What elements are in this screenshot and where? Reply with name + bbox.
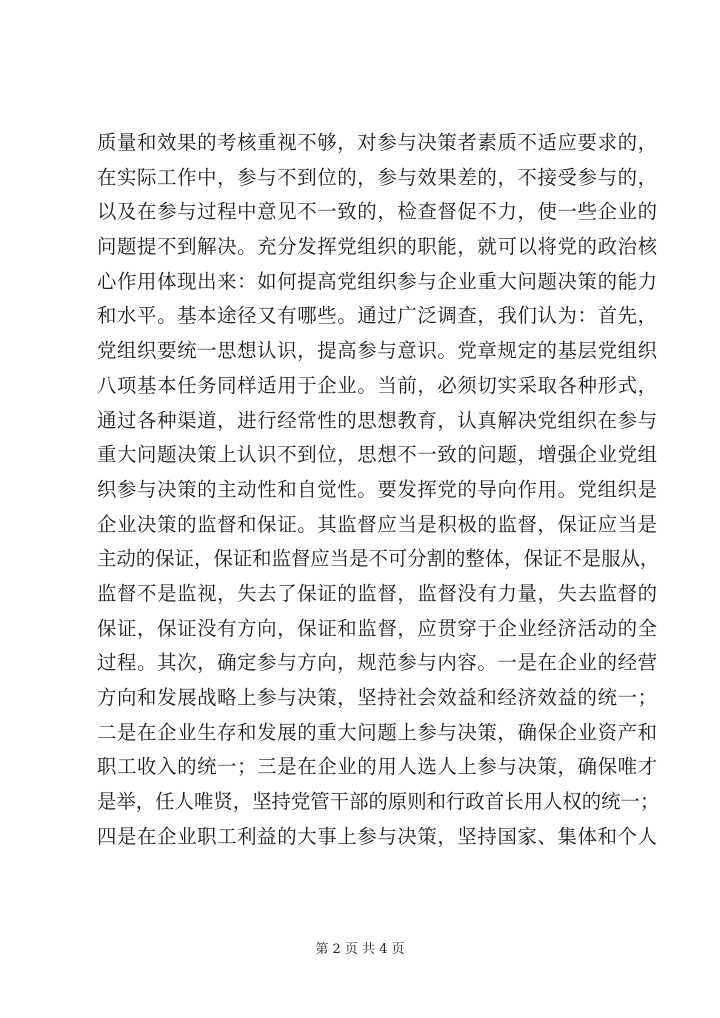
page-number: 第 2 页 共 4 页 — [315, 942, 405, 957]
body-text — [97, 126, 660, 854]
text-line-20: 是举，任人唯贤，坚持党管干部的原则和行政首长用人权的统一； — [97, 790, 660, 814]
text-line-10: 重大问题决策上认识不到位，思想不一致的问题，增强企业党组 — [97, 443, 657, 467]
text-line-5: 心作用体现出来：如何提高党组织参与企业重大问题决策的能力 — [97, 269, 657, 293]
page-footer — [0, 938, 720, 957]
text-line-1: 质量和效果的考核重视不够，对参与决策者素质不适应要求的， — [97, 131, 657, 154]
text-line-17: 方向和发展战略上参与决策，坚持社会效益和经济效益的统一； — [97, 686, 657, 709]
text-line-14: 监督不是监视，失去了保证的监督，监督没有力量，失去监督的 — [97, 581, 657, 605]
text-line-21: 四是在企业职工利益的大事上参与决策，坚持国家、集体和个人 — [97, 824, 657, 848]
text-line-18: 二是在企业生存和发展的重大问题上参与决策，确保企业资产和 — [97, 720, 657, 744]
text-line-16: 过程。其次，确定参与方向，规范参与内容。一是在企业的经营 — [97, 651, 657, 675]
text-line-9: 通过各种渠道，进行经常性的思想教育，认真解决党组织在参与 — [97, 408, 657, 432]
text-line-3: 以及在参与过程中意见不一致的，检查督促不力，使一些企业的 — [97, 200, 657, 224]
text-line-2: 在实际工作中，参与不到位的，参与效果差的，不接受参与的， — [97, 165, 657, 189]
text-line-8: 八项基本任务同样适用于企业。当前，必须切实采取各种形式， — [97, 373, 657, 397]
text-line-4: 问题提不到解决。充分发挥党组织的职能，就可以将党的政治核 — [97, 235, 657, 259]
text-line-19: 职工收入的统一；三是在企业的用人选人上参与决策，确保唯才 — [97, 755, 657, 779]
text-line-11: 织参与决策的主动性和自觉性。要发挥党的导向作用。党组织是 — [97, 477, 657, 501]
text-line-12: 企业决策的监督和保证。其监督应当是积极的监督，保证应当是 — [97, 512, 657, 536]
text-line-7: 党组织要统一思想认识，提高参与意识。党章规定的基层党组织 — [97, 339, 657, 363]
text-line-15: 保证，保证没有方向，保证和监督，应贯穿于企业经济活动的全 — [97, 616, 657, 640]
text-line-13: 主动的保证，保证和监督应当是不可分割的整体，保证不是服从， — [97, 547, 660, 571]
text-line-6: 和水平。基本途径又有哪些。通过广泛调查，我们认为：首先， — [97, 304, 657, 328]
